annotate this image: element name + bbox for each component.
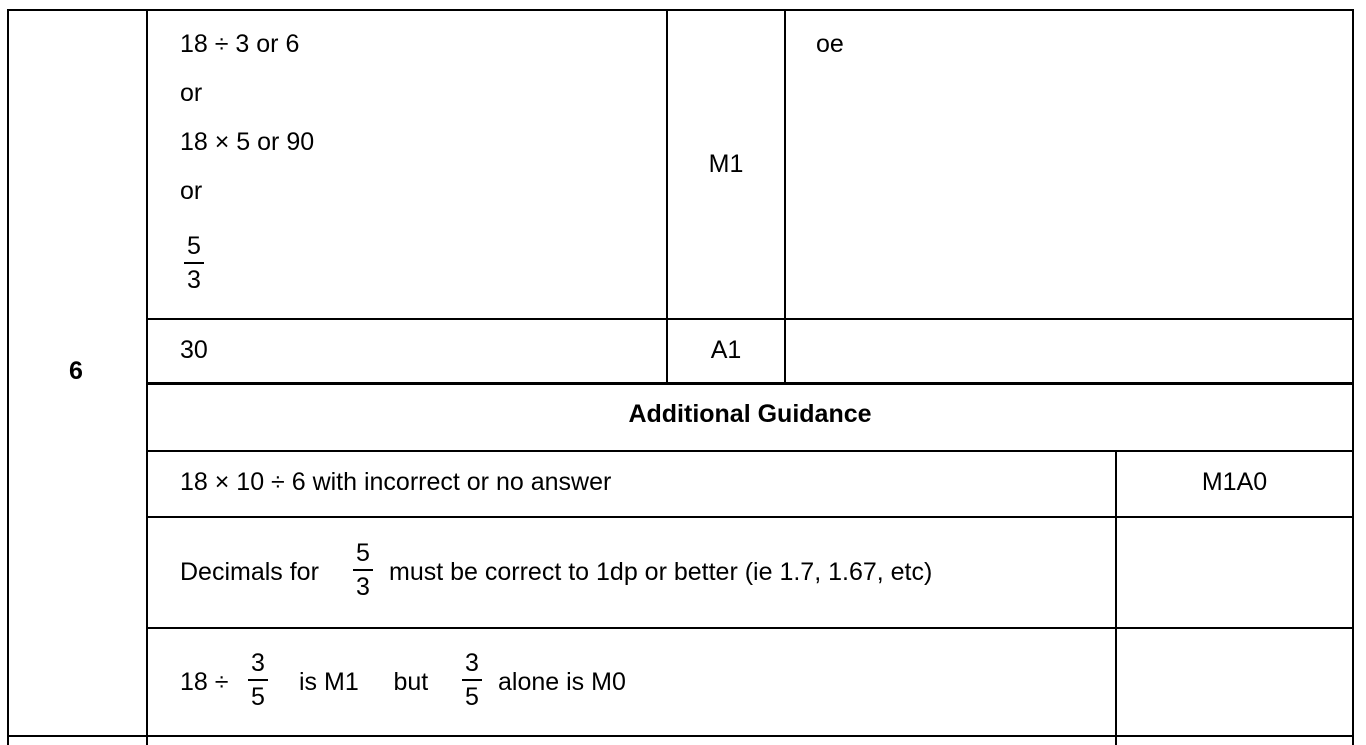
row-divider-guidance-1 bbox=[147, 516, 1353, 518]
fraction-bar bbox=[184, 262, 204, 264]
row-divider-heading bbox=[147, 450, 1353, 452]
guidance-row3-fraction2 bbox=[460, 650, 484, 712]
guidance-row1-text: 18 × 10 ÷ 6 with incorrect or no answer bbox=[180, 468, 612, 496]
table-border-right bbox=[1352, 9, 1354, 745]
row-divider-method bbox=[147, 318, 1353, 320]
guidance-row3-suffix: alone is M0 bbox=[498, 668, 626, 696]
guidance-row3-prefix: 18 ÷ bbox=[180, 668, 229, 696]
question-number: 6 bbox=[69, 357, 83, 385]
method-line-3: 18 × 5 or 90 bbox=[180, 128, 315, 156]
fraction-numerator: 3 bbox=[465, 649, 479, 677]
method-fraction bbox=[182, 233, 206, 295]
method-line-4: or bbox=[180, 177, 203, 205]
fraction-denominator: 5 bbox=[251, 683, 265, 711]
method-line-2: or bbox=[180, 79, 203, 107]
table-border-bottom bbox=[7, 735, 1354, 737]
fraction-numerator: 5 bbox=[356, 539, 370, 567]
mark-column-divider-right bbox=[784, 9, 786, 384]
fraction-denominator: 3 bbox=[356, 573, 370, 601]
method-mark: M1 bbox=[708, 150, 744, 178]
guidance-row1-mark: M1A0 bbox=[1201, 468, 1268, 496]
fraction-bar bbox=[248, 679, 268, 681]
fraction-denominator: 3 bbox=[187, 266, 201, 294]
fraction-denominator: 5 bbox=[465, 683, 479, 711]
guidance-row2-suffix: must be correct to 1dp or better (ie 1.7, 1.67, etc) bbox=[389, 558, 933, 586]
mark-column-divider-left bbox=[666, 9, 668, 384]
method-line-1: 18 ÷ 3 or 6 bbox=[180, 30, 300, 58]
guidance-row3-fraction1 bbox=[246, 650, 270, 712]
method-comment: oe bbox=[816, 30, 844, 58]
table-border-top bbox=[7, 9, 1354, 11]
table-border-left bbox=[7, 9, 9, 745]
fraction-bar bbox=[462, 679, 482, 681]
guidance-row2-fraction bbox=[351, 540, 375, 602]
question-column-divider bbox=[146, 9, 148, 745]
fraction-numerator: 3 bbox=[251, 649, 265, 677]
answer-mark: A1 bbox=[710, 336, 742, 364]
row-divider-guidance-2 bbox=[147, 627, 1353, 629]
fraction-numerator: 5 bbox=[187, 232, 201, 260]
row-divider-answer bbox=[147, 382, 1353, 385]
fraction-bar bbox=[353, 569, 373, 571]
guidance-row3-middle: is M1 but bbox=[299, 668, 429, 696]
guidance-heading: Additional Guidance bbox=[628, 400, 872, 428]
answer-value: 30 bbox=[180, 336, 208, 364]
guidance-row2-prefix: Decimals for bbox=[180, 558, 319, 586]
